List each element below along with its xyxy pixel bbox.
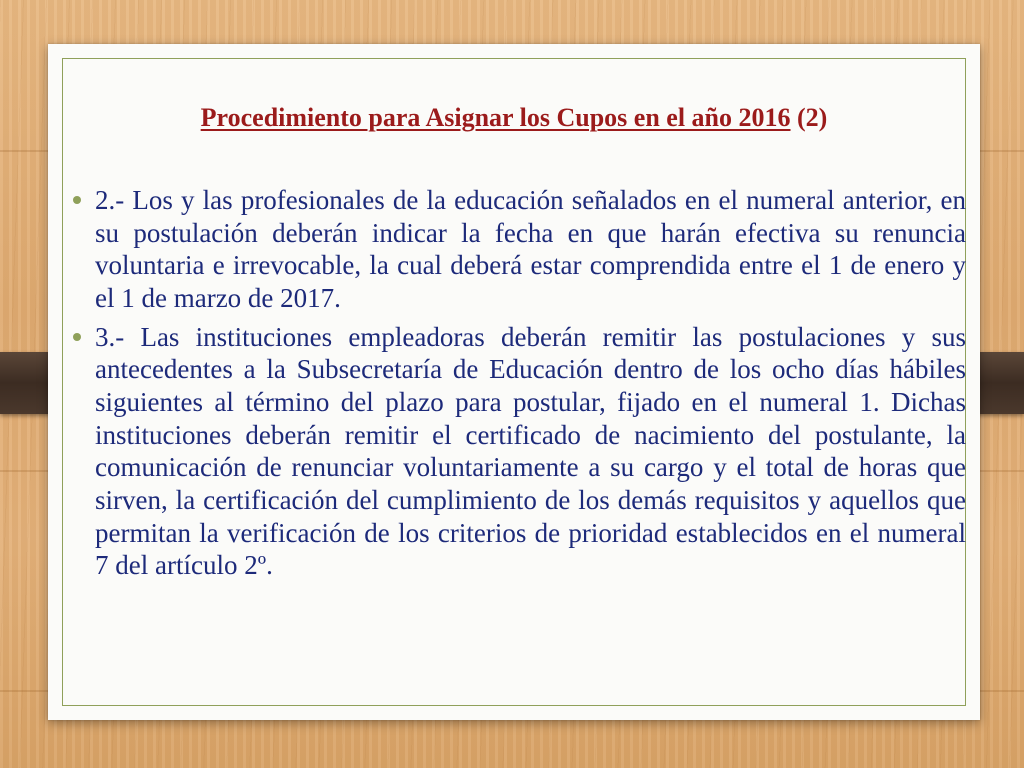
slide-paper <box>48 44 980 720</box>
slide-title-suffix: (2) <box>790 103 828 132</box>
bullet-text: 3.- Las instituciones empleadoras deberán remitir las postulaciones y sus antecedentes a la Subsecretaría de Educación dentro de los ocho días hábiles siguientes al término del plazo para postular, fijado en el numeral 1. Dichas instituciones deberán remitir el certificado de nacimiento del postulante, la comunicación de renunciar voluntariamente a su cargo y el total de horas que sirven, la certificación del cumplimiento de los demás requisitos y aquellos que permitan la verificación de los criterios de prioridad establecidos en el numeral 7 del artículo 2º. <box>95 321 966 581</box>
bullet-list <box>73 184 966 588</box>
slide-title-main: Procedimiento para Asignar los Cupos en el año 2016 <box>200 103 791 132</box>
bullet-item-3 <box>73 321 966 582</box>
slide-title <box>48 104 980 133</box>
bullet-text: 2.- Los y las profesionales de la educación señalados en el numeral anterior, en su postulación deberán indicar la fecha en que harán efectiva su renuncia voluntaria e irrevocable, la cual deberá estar comprendida entre el 1 de enero y el 1 de marzo de 2017. <box>95 185 966 313</box>
bullet-item-2 <box>73 184 966 315</box>
bullet-dot-icon <box>73 196 81 204</box>
bullet-dot-icon <box>73 333 81 341</box>
